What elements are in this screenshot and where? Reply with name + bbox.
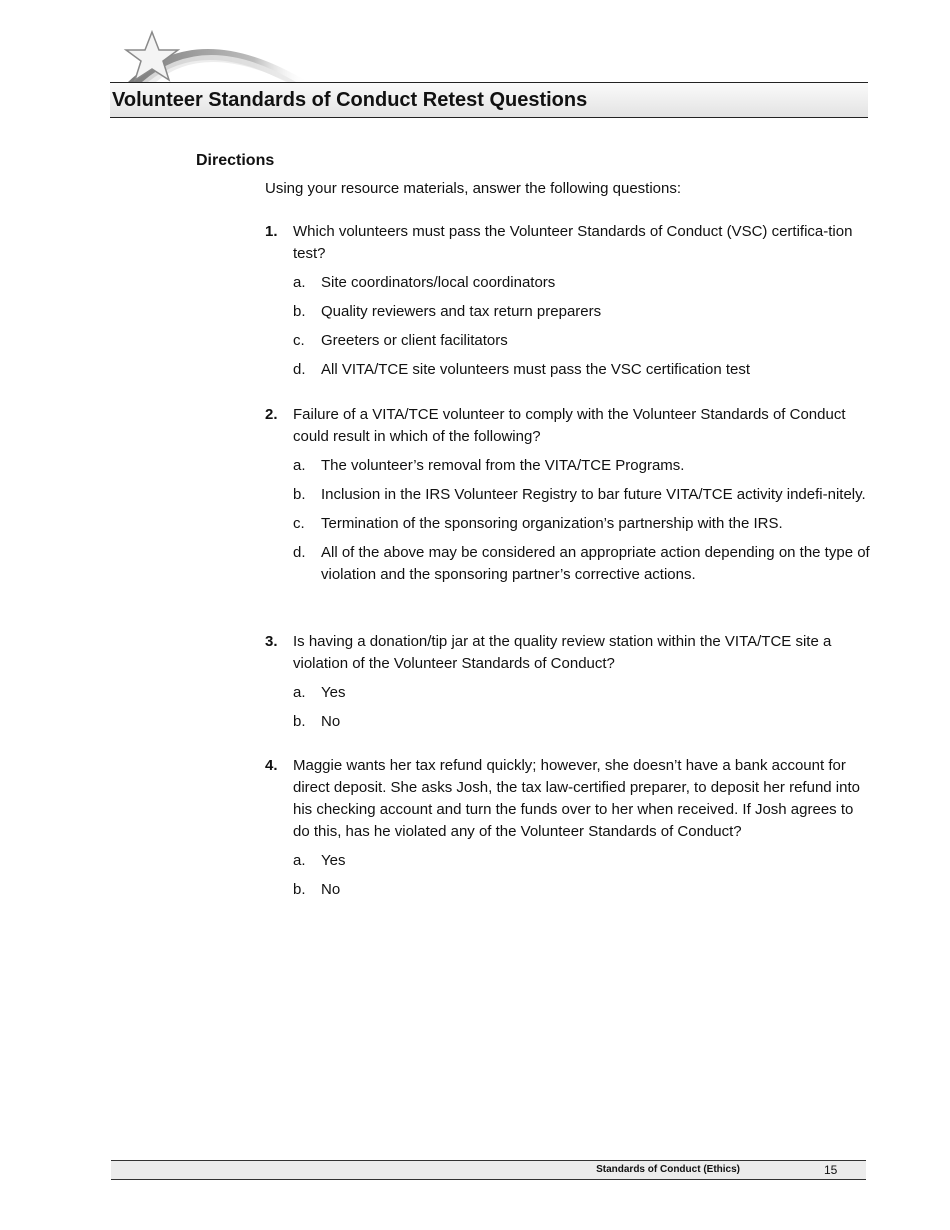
answer-option [293, 301, 870, 323]
question-3 [265, 631, 870, 733]
option-letter: b. [293, 881, 306, 898]
footer-section-title: Standards of Conduct (Ethics) [596, 1164, 740, 1175]
option-letter: a. [293, 457, 306, 474]
answer-option [293, 455, 870, 477]
option-letter: d. [293, 544, 306, 561]
question-1 [265, 221, 870, 381]
question-text: Is having a donation/tip jar at the quality review station within the VITA/TCE site a violation of the Volunteer Standards of Conduct? [293, 633, 832, 672]
option-text: Yes [321, 852, 346, 869]
option-letter: c. [293, 515, 305, 532]
page-title: Volunteer Standards of Conduct Retest Questions [112, 89, 588, 111]
answer-option [293, 484, 870, 506]
option-letter: b. [293, 303, 306, 320]
option-text: Quality reviewers and tax return preparers [321, 303, 602, 320]
directions-heading: Directions [196, 152, 275, 169]
answer-option [293, 359, 870, 381]
answer-option [293, 330, 870, 352]
option-letter: a. [293, 274, 306, 291]
title-banner [110, 82, 868, 118]
option-letter: a. [293, 684, 306, 701]
question-2 [265, 404, 870, 586]
answer-option [293, 542, 870, 586]
option-text: Inclusion in the IRS Volunteer Registry to bar future VITA/TCE activity indefi-nitely. [321, 486, 866, 503]
page-footer [111, 1160, 866, 1180]
option-letter: c. [293, 332, 305, 349]
answer-option [293, 879, 870, 901]
option-text: All VITA/TCE site volunteers must pass the VSC certification test [321, 361, 751, 378]
directions-text: Using your resource materials, answer the following questions: [265, 180, 682, 197]
option-letter: a. [293, 852, 306, 869]
option-text: Greeters or client facilitators [321, 332, 508, 349]
star-swoosh-logo [108, 28, 323, 88]
option-text: No [321, 881, 341, 898]
answer-option [293, 513, 870, 535]
answer-option [293, 682, 870, 704]
option-text: Site coordinators/local coordinators [321, 274, 556, 291]
answer-option [293, 711, 870, 733]
option-letter: b. [293, 713, 306, 730]
answer-options [265, 682, 870, 733]
page-number: 15 [824, 1163, 838, 1177]
option-text: The volunteer’s removal from the VITA/TCE Programs. [321, 457, 685, 474]
question-text: Failure of a VITA/TCE volunteer to comply with the Volunteer Standards of Conduct could result in which of the following? [293, 406, 846, 445]
answer-options [265, 850, 870, 901]
question-number: 1. [265, 223, 278, 240]
question-number: 2. [265, 406, 278, 423]
question-text: Maggie wants her tax refund quickly; however, she doesn’t have a bank account for direct deposit. She asks Josh, the tax law-certified preparer, to deposit her refund into his checking account and turn the funds over to her when received. If Josh agrees to do this, has he violated any of the Volunteer Standards of Conduct? [293, 757, 860, 840]
option-text: Yes [321, 684, 346, 701]
option-letter: d. [293, 361, 306, 378]
option-text: Termination of the sponsoring organization’s partnership with the IRS. [321, 515, 783, 532]
answer-options [265, 455, 870, 586]
option-letter: b. [293, 486, 306, 503]
question-number: 4. [265, 757, 278, 774]
option-text: All of the above may be considered an appropriate action depending on the type of violation and the sponsoring partner’s corrective actions. [321, 544, 870, 583]
question-number: 3. [265, 633, 278, 650]
answer-option [293, 850, 870, 872]
answer-options [265, 272, 870, 381]
question-4 [265, 755, 870, 901]
answer-option [293, 272, 870, 294]
option-text: No [321, 713, 341, 730]
question-text: Which volunteers must pass the Volunteer Standards of Conduct (VSC) certifica-tion test? [293, 223, 853, 262]
